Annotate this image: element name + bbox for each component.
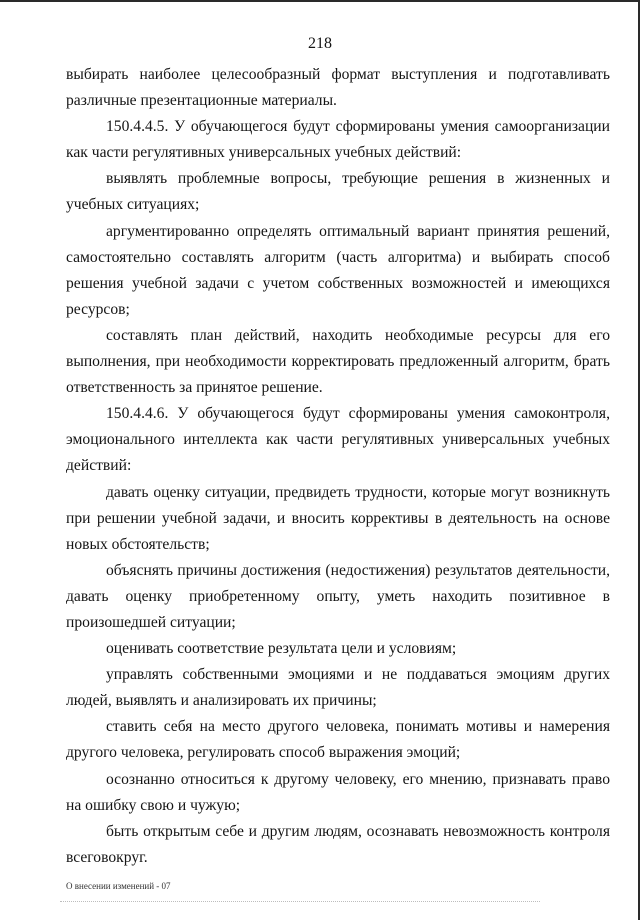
paragraph-continuation: выбирать наиболее целесообразный формат выступления и подготавливать различные презентационные материалы. xyxy=(66,66,610,110)
scan-artifact-line xyxy=(60,901,540,905)
paragraph-section-150-4-4-6: 150.4.4.6. У обучающегося будут сформированы умения самоконтроля, эмоционального интеллекта как части регулятивных универсальных учебных действий: xyxy=(66,405,610,475)
paragraph: оценивать соответствие результата цели и условиям; xyxy=(106,640,457,658)
paragraph: составлять план действий, находить необходимые ресурсы для его выполнения, при необходимости корректировать предложенный алгоритм, брать ответственность за принятое решение. xyxy=(66,326,610,397)
paragraph: давать оценку ситуации, предвидеть трудности, которые могут возникнуть при решении учебной задачи, и вносить коррективы в деятельность на основе новых обстоятельств; xyxy=(66,483,610,553)
paragraph: объяснять причины достижения (недостижения) результатов деятельности, давать оценку приобретенному опыту, уметь находить позитивное в произошедшей ситуации; xyxy=(66,561,610,631)
paragraph: осознанно относиться к другому человеку, его мнению, признавать право на ошибку свою и чужую; xyxy=(66,770,610,814)
paragraph: ставить себя на место другого человека, понимать мотивы и намерения другого человека, регулировать способ выражения эмоций; xyxy=(66,718,610,762)
paragraph: управлять собственными эмоциями и не поддаваться эмоциям других людей, выявлять и анализировать их причины; xyxy=(66,666,610,710)
document-body xyxy=(66,62,610,871)
paragraph: быть открытым себе и другим людям, осознавать невозможность контроля всеговокруг. xyxy=(66,822,610,866)
footer-note: О внесении изменений - 07 xyxy=(66,881,171,891)
paragraph-section-150-4-4-5: 150.4.4.5. У обучающегося будут сформированы умения самоорганизации как части регулятивных универсальных учебных действий: xyxy=(66,118,610,162)
paragraph: выявлять проблемные вопросы, требующие решения в жизненных и учебных ситуациях; xyxy=(66,170,610,214)
page-number: 218 xyxy=(308,35,332,52)
paragraph: аргументированно определять оптимальный вариант принятия решений, самостоятельно составлять алгоритм (часть алгоритма) и выбирать способ решения учебной задачи с учетом собственных возможностей и имеющихся ресурсов; xyxy=(66,222,610,318)
